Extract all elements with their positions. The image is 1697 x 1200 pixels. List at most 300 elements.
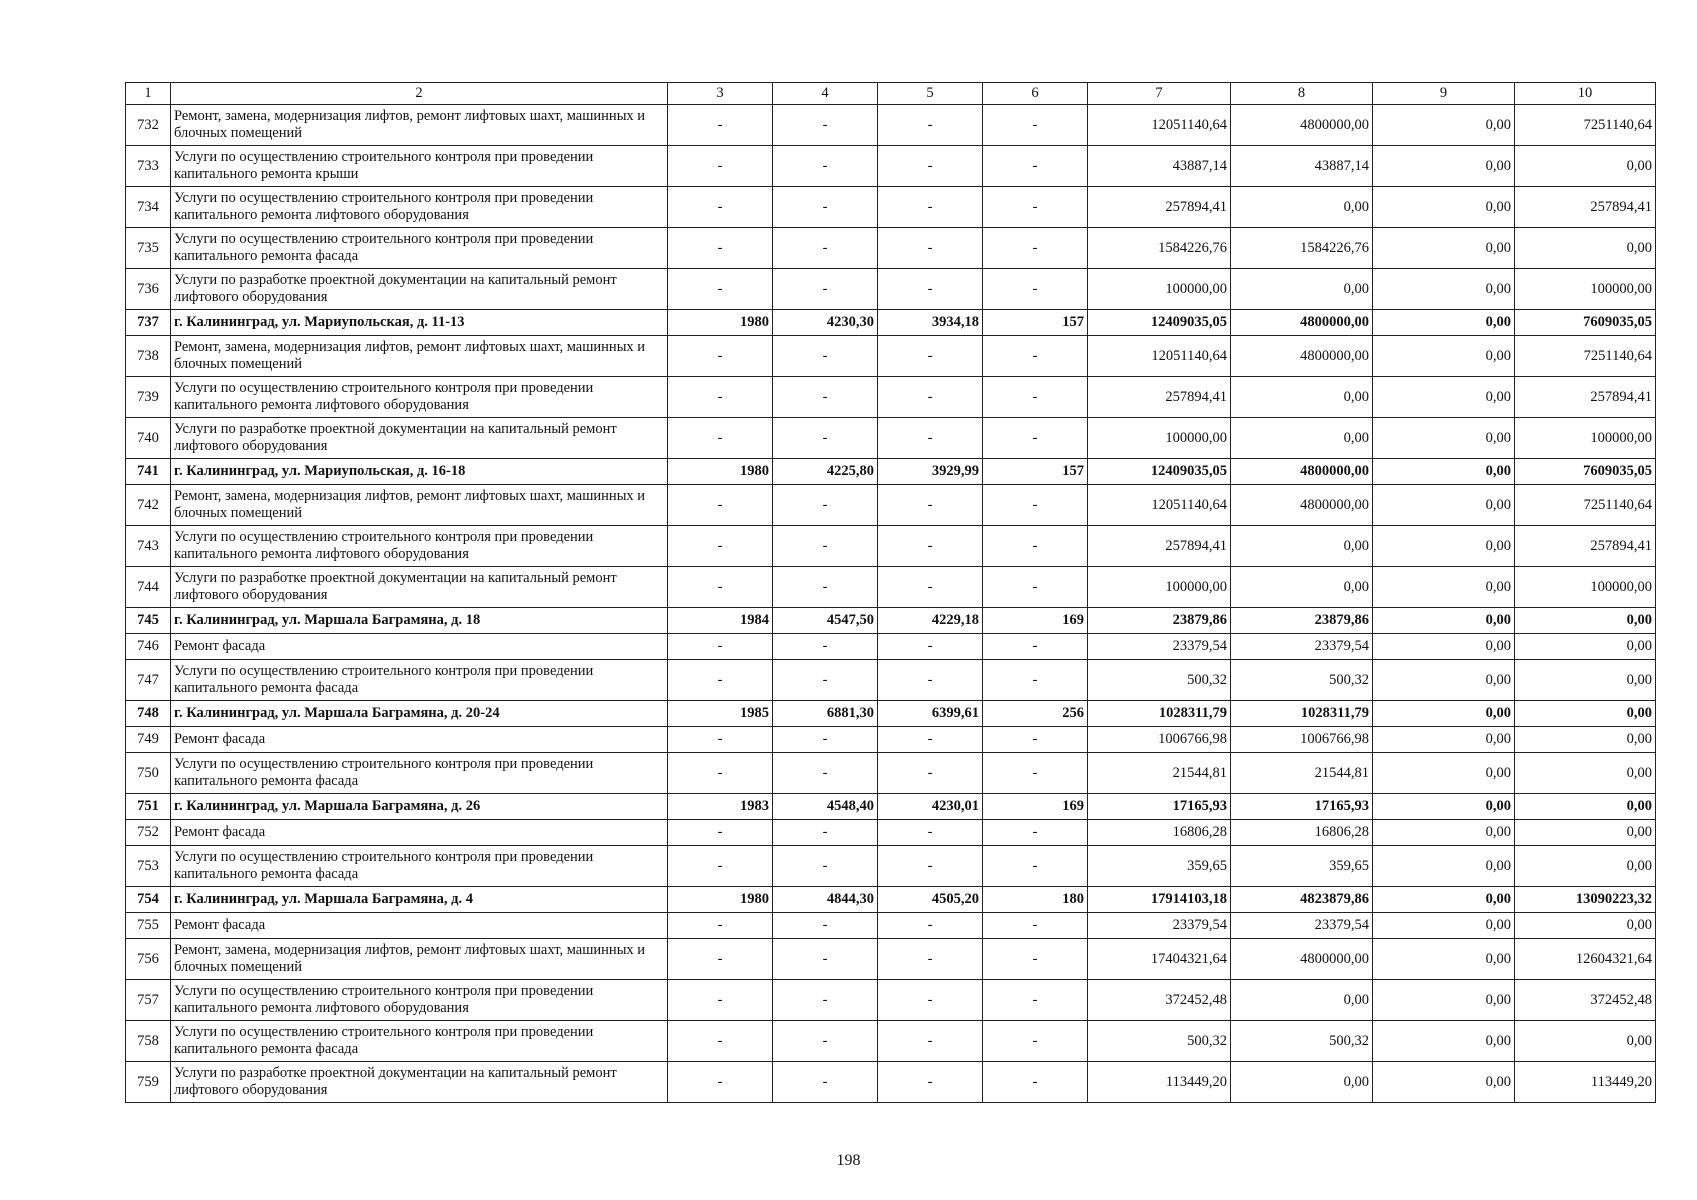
row-description: г. Калининград, ул. Мариупольская, д. 11-13 [171,310,668,336]
cell-col-3: - [668,660,773,701]
cell-col-8: 21544,81 [1231,753,1373,794]
row-description: Услуги по разработке проектной документации на капитальный ремонт лифтового оборудования [171,567,668,608]
table-row [126,846,1656,887]
row-description: Ремонт, замена, модернизация лифтов, ремонт лифтовых шахт, машинных и блочных помещений [171,105,668,146]
cell-col-10: 0,00 [1515,146,1656,187]
cell-col-4: 4225,80 [773,459,878,485]
row-description: Услуги по осуществлению строительного контроля при проведении капитального ремонта фасада [171,753,668,794]
cell-col-4: - [773,980,878,1021]
row-number: 739 [126,377,171,418]
table-row [126,1062,1656,1103]
cell-col-6: 169 [983,794,1088,820]
cell-col-3: 1980 [668,887,773,913]
cell-col-10: 7609035,05 [1515,459,1656,485]
cell-col-4: - [773,846,878,887]
cell-col-5: - [878,1062,983,1103]
cell-col-5: - [878,146,983,187]
cell-col-8: 17165,93 [1231,794,1373,820]
cell-col-8: 500,32 [1231,1021,1373,1062]
cell-col-9: 0,00 [1373,701,1515,727]
row-number: 757 [126,980,171,1021]
cell-col-3: - [668,753,773,794]
cell-col-3: - [668,846,773,887]
cell-col-4: - [773,939,878,980]
cell-col-7: 12409035,05 [1088,459,1231,485]
cell-col-10: 0,00 [1515,608,1656,634]
cell-col-8: 4800000,00 [1231,485,1373,526]
row-number: 755 [126,913,171,939]
row-number: 744 [126,567,171,608]
cell-col-7: 12409035,05 [1088,310,1231,336]
row-description: Услуги по осуществлению строительного контроля при проведении капитального ремонта фасада [171,228,668,269]
cell-col-9: 0,00 [1373,269,1515,310]
row-description: Услуги по разработке проектной документации на капитальный ремонт лифтового оборудования [171,269,668,310]
cell-col-8: 23379,54 [1231,913,1373,939]
address-row [126,608,1656,634]
cell-col-8: 0,00 [1231,269,1373,310]
table-row [126,1021,1656,1062]
cell-col-9: 0,00 [1373,753,1515,794]
address-row [126,701,1656,727]
cell-col-9: 0,00 [1373,820,1515,846]
cell-col-8: 4800000,00 [1231,459,1373,485]
cell-col-3: - [668,913,773,939]
cell-col-10: 0,00 [1515,701,1656,727]
row-description: Ремонт, замена, модернизация лифтов, ремонт лифтовых шахт, машинных и блочных помещений [171,939,668,980]
cell-col-10: 100000,00 [1515,567,1656,608]
cell-col-10: 13090223,32 [1515,887,1656,913]
cell-col-5: - [878,105,983,146]
cell-col-9: 0,00 [1373,727,1515,753]
page-number: 198 [836,1152,861,1169]
cell-col-9: 0,00 [1373,794,1515,820]
cell-col-8: 4800000,00 [1231,310,1373,336]
cell-col-4: 4547,50 [773,608,878,634]
cell-col-7: 100000,00 [1088,567,1231,608]
cell-col-3: - [668,939,773,980]
table-row [126,913,1656,939]
cell-col-8: 0,00 [1231,187,1373,228]
row-description: Услуги по осуществлению строительного контроля при проведении капитального ремонта лифтового оборудования [171,187,668,228]
cell-col-5: 3934,18 [878,310,983,336]
cell-col-9: 0,00 [1373,1062,1515,1103]
cell-col-8: 0,00 [1231,567,1373,608]
cell-col-10: 0,00 [1515,913,1656,939]
cell-col-10: 12604321,64 [1515,939,1656,980]
cell-col-5: - [878,846,983,887]
cell-col-6: - [983,980,1088,1021]
cell-col-6: 157 [983,459,1088,485]
cell-col-10: 257894,41 [1515,526,1656,567]
cell-col-5: - [878,187,983,228]
cell-col-9: 0,00 [1373,939,1515,980]
cell-col-10: 257894,41 [1515,187,1656,228]
cell-col-6: - [983,526,1088,567]
cell-col-4: - [773,913,878,939]
cell-col-7: 1028311,79 [1088,701,1231,727]
cell-col-5: - [878,660,983,701]
cell-col-10: 0,00 [1515,753,1656,794]
cell-col-8: 0,00 [1231,526,1373,567]
table-row [126,187,1656,228]
cell-col-9: 0,00 [1373,913,1515,939]
cell-col-3: - [668,146,773,187]
header-row [126,83,1656,105]
cell-col-4: 4230,30 [773,310,878,336]
row-description: Услуги по осуществлению строительного контроля при проведении капитального ремонта лифтового оборудования [171,526,668,567]
cell-col-9: 0,00 [1373,526,1515,567]
cell-col-7: 500,32 [1088,660,1231,701]
cell-col-6: - [983,846,1088,887]
cell-col-5: 6399,61 [878,701,983,727]
cell-col-8: 1006766,98 [1231,727,1373,753]
cell-col-5: - [878,418,983,459]
cell-col-7: 372452,48 [1088,980,1231,1021]
cell-col-7: 17165,93 [1088,794,1231,820]
cell-col-6: 180 [983,887,1088,913]
table-row [126,567,1656,608]
table-row [126,146,1656,187]
row-number: 758 [126,1021,171,1062]
row-number: 734 [126,187,171,228]
cell-col-6: - [983,660,1088,701]
table-row [126,820,1656,846]
row-number: 749 [126,727,171,753]
cell-col-5: 3929,99 [878,459,983,485]
cell-col-4: - [773,269,878,310]
row-number: 751 [126,794,171,820]
cell-col-7: 23379,54 [1088,634,1231,660]
cell-col-5: 4505,20 [878,887,983,913]
row-description: Услуги по осуществлению строительного контроля при проведении капитального ремонта фасада [171,660,668,701]
cell-col-3: - [668,1021,773,1062]
row-number: 745 [126,608,171,634]
cell-col-7: 257894,41 [1088,526,1231,567]
row-description: г. Калининград, ул. Мариупольская, д. 16-18 [171,459,668,485]
cell-col-3: - [668,820,773,846]
cell-col-6: - [983,187,1088,228]
cell-col-4: - [773,146,878,187]
cell-col-3: - [668,228,773,269]
cell-col-9: 0,00 [1373,567,1515,608]
cell-col-4: - [773,567,878,608]
row-number: 741 [126,459,171,485]
header-cell-3: 3 [668,83,773,105]
header-cell-1: 1 [126,83,171,105]
row-number: 746 [126,634,171,660]
cell-col-3: - [668,377,773,418]
cell-col-9: 0,00 [1373,459,1515,485]
cell-col-8: 0,00 [1231,377,1373,418]
row-number: 756 [126,939,171,980]
table-row [126,939,1656,980]
row-description: Услуги по осуществлению строительного контроля при проведении капитального ремонта лифтового оборудования [171,377,668,418]
cell-col-10: 7609035,05 [1515,310,1656,336]
cell-col-8: 359,65 [1231,846,1373,887]
cell-col-6: - [983,1062,1088,1103]
cell-col-4: - [773,660,878,701]
cell-col-6: - [983,146,1088,187]
cell-col-5: - [878,336,983,377]
cell-col-10: 100000,00 [1515,269,1656,310]
cell-col-6: - [983,228,1088,269]
cell-col-5: 4230,01 [878,794,983,820]
cell-col-3: 1980 [668,459,773,485]
cell-col-6: 169 [983,608,1088,634]
cell-col-3: 1983 [668,794,773,820]
cell-col-10: 0,00 [1515,1021,1656,1062]
cell-col-7: 500,32 [1088,1021,1231,1062]
cell-col-6: - [983,377,1088,418]
cell-col-4: - [773,336,878,377]
cell-col-9: 0,00 [1373,228,1515,269]
cell-col-4: - [773,753,878,794]
row-description: г. Калининград, ул. Маршала Баграмяна, д. 4 [171,887,668,913]
cell-col-7: 12051140,64 [1088,336,1231,377]
table-row [126,377,1656,418]
header-cell-10: 10 [1515,83,1656,105]
row-number: 754 [126,887,171,913]
header-cell-7: 7 [1088,83,1231,105]
cell-col-4: - [773,485,878,526]
cell-col-9: 0,00 [1373,485,1515,526]
row-description: Ремонт фасада [171,820,668,846]
row-description: Услуги по осуществлению строительного контроля при проведении капитального ремонта крыши [171,146,668,187]
cell-col-6: - [983,418,1088,459]
row-description: Услуги по разработке проектной документации на капитальный ремонт лифтового оборудования [171,418,668,459]
header-cell-5: 5 [878,83,983,105]
cell-col-3: - [668,187,773,228]
cell-col-3: - [668,634,773,660]
cell-col-5: - [878,913,983,939]
cell-col-6: - [983,105,1088,146]
cell-col-3: - [668,1062,773,1103]
table-row [126,660,1656,701]
cell-col-6: - [983,1021,1088,1062]
cell-col-4: - [773,727,878,753]
cell-col-4: 6881,30 [773,701,878,727]
cell-col-9: 0,00 [1373,660,1515,701]
header-cell-6: 6 [983,83,1088,105]
cell-col-10: 0,00 [1515,846,1656,887]
cell-col-8: 1028311,79 [1231,701,1373,727]
cell-col-5: - [878,727,983,753]
cell-col-10: 7251140,64 [1515,485,1656,526]
cell-col-3: 1984 [668,608,773,634]
cell-col-9: 0,00 [1373,980,1515,1021]
cell-col-10: 113449,20 [1515,1062,1656,1103]
table-row [126,634,1656,660]
header-cell-9: 9 [1373,83,1515,105]
table-row [126,105,1656,146]
row-number: 743 [126,526,171,567]
cell-col-9: 0,00 [1373,310,1515,336]
row-description: Ремонт, замена, модернизация лифтов, ремонт лифтовых шахт, машинных и блочных помещений [171,336,668,377]
cell-col-7: 1584226,76 [1088,228,1231,269]
cell-col-4: - [773,1062,878,1103]
cell-col-3: - [668,526,773,567]
cell-col-9: 0,00 [1373,146,1515,187]
cell-col-9: 0,00 [1373,608,1515,634]
cell-col-10: 0,00 [1515,727,1656,753]
cell-col-9: 0,00 [1373,187,1515,228]
cell-col-8: 23879,86 [1231,608,1373,634]
cell-col-9: 0,00 [1373,634,1515,660]
row-number: 750 [126,753,171,794]
cell-col-8: 0,00 [1231,418,1373,459]
cell-col-5: - [878,567,983,608]
cell-col-10: 7251140,64 [1515,105,1656,146]
row-number: 759 [126,1062,171,1103]
cell-col-7: 1006766,98 [1088,727,1231,753]
row-number: 752 [126,820,171,846]
cell-col-7: 100000,00 [1088,269,1231,310]
cell-col-4: 4548,40 [773,794,878,820]
cell-col-6: - [983,913,1088,939]
cell-col-6: - [983,634,1088,660]
cell-col-8: 4800000,00 [1231,105,1373,146]
cell-col-8: 0,00 [1231,1062,1373,1103]
cell-col-8: 4800000,00 [1231,939,1373,980]
cell-col-3: - [668,269,773,310]
cell-col-6: - [983,727,1088,753]
cell-col-8: 16806,28 [1231,820,1373,846]
cell-col-3: - [668,418,773,459]
table-row [126,980,1656,1021]
cell-col-7: 257894,41 [1088,377,1231,418]
row-number: 737 [126,310,171,336]
cell-col-10: 372452,48 [1515,980,1656,1021]
cell-col-5: - [878,1021,983,1062]
row-number: 732 [126,105,171,146]
cell-col-5: - [878,377,983,418]
cell-col-3: - [668,336,773,377]
address-row [126,794,1656,820]
cell-col-6: - [983,567,1088,608]
cell-col-5: - [878,980,983,1021]
cell-col-7: 17404321,64 [1088,939,1231,980]
cell-col-10: 0,00 [1515,228,1656,269]
row-number: 753 [126,846,171,887]
cell-col-3: - [668,980,773,1021]
cell-col-6: - [983,820,1088,846]
cell-col-4: - [773,187,878,228]
cell-col-9: 0,00 [1373,377,1515,418]
cell-col-6: - [983,753,1088,794]
cell-col-5: 4229,18 [878,608,983,634]
capital-repair-table [125,82,1656,1103]
row-description: г. Калининград, ул. Маршала Баграмяна, д. 18 [171,608,668,634]
cell-col-10: 257894,41 [1515,377,1656,418]
cell-col-8: 1584226,76 [1231,228,1373,269]
cell-col-7: 43887,14 [1088,146,1231,187]
cell-col-5: - [878,939,983,980]
cell-col-9: 0,00 [1373,1021,1515,1062]
cell-col-8: 500,32 [1231,660,1373,701]
cell-col-4: - [773,377,878,418]
cell-col-7: 17914103,18 [1088,887,1231,913]
cell-col-10: 0,00 [1515,794,1656,820]
cell-col-10: 0,00 [1515,660,1656,701]
cell-col-10: 100000,00 [1515,418,1656,459]
cell-col-7: 100000,00 [1088,418,1231,459]
table-row [126,418,1656,459]
row-description: Услуги по осуществлению строительного контроля при проведении капитального ремонта фасада [171,1021,668,1062]
row-number: 747 [126,660,171,701]
cell-col-10: 0,00 [1515,820,1656,846]
row-description: Услуги по разработке проектной документации на капитальный ремонт лифтового оборудования [171,1062,668,1103]
cell-col-9: 0,00 [1373,336,1515,377]
row-description: Ремонт фасада [171,913,668,939]
cell-col-3: - [668,567,773,608]
header-cell-2: 2 [171,83,668,105]
cell-col-6: - [983,269,1088,310]
table-row [126,269,1656,310]
cell-col-8: 43887,14 [1231,146,1373,187]
row-description: г. Калининград, ул. Маршала Баграмяна, д. 26 [171,794,668,820]
table-row [126,526,1656,567]
cell-col-8: 4800000,00 [1231,336,1373,377]
cell-col-4: - [773,418,878,459]
header-cell-4: 4 [773,83,878,105]
cell-col-5: - [878,228,983,269]
cell-col-7: 12051140,64 [1088,105,1231,146]
row-description: г. Калининград, ул. Маршала Баграмяна, д. 20-24 [171,701,668,727]
cell-col-10: 7251140,64 [1515,336,1656,377]
row-number: 736 [126,269,171,310]
cell-col-5: - [878,820,983,846]
cell-col-4: - [773,1021,878,1062]
table-row [126,727,1656,753]
cell-col-7: 113449,20 [1088,1062,1231,1103]
cell-col-6: - [983,485,1088,526]
cell-col-4: - [773,634,878,660]
cell-col-7: 21544,81 [1088,753,1231,794]
cell-col-8: 23379,54 [1231,634,1373,660]
address-row [126,887,1656,913]
cell-col-7: 359,65 [1088,846,1231,887]
cell-col-6: 256 [983,701,1088,727]
cell-col-9: 0,00 [1373,418,1515,459]
row-description: Услуги по осуществлению строительного контроля при проведении капитального ремонта лифтового оборудования [171,980,668,1021]
cell-col-7: 12051140,64 [1088,485,1231,526]
row-number: 742 [126,485,171,526]
table-row [126,228,1656,269]
cell-col-3: - [668,105,773,146]
cell-col-6: - [983,939,1088,980]
table-row [126,336,1656,377]
cell-col-7: 16806,28 [1088,820,1231,846]
cell-col-7: 23879,86 [1088,608,1231,634]
cell-col-5: - [878,753,983,794]
cell-col-7: 257894,41 [1088,187,1231,228]
cell-col-7: 23379,54 [1088,913,1231,939]
row-number: 733 [126,146,171,187]
cell-col-4: 4844,30 [773,887,878,913]
cell-col-3: 1980 [668,310,773,336]
header-cell-8: 8 [1231,83,1373,105]
cell-col-4: - [773,105,878,146]
row-number: 740 [126,418,171,459]
cell-col-3: - [668,727,773,753]
row-number: 738 [126,336,171,377]
cell-col-5: - [878,526,983,567]
address-row [126,310,1656,336]
cell-col-8: 4823879,86 [1231,887,1373,913]
row-description: Ремонт фасада [171,727,668,753]
address-row [126,459,1656,485]
cell-col-10: 0,00 [1515,634,1656,660]
